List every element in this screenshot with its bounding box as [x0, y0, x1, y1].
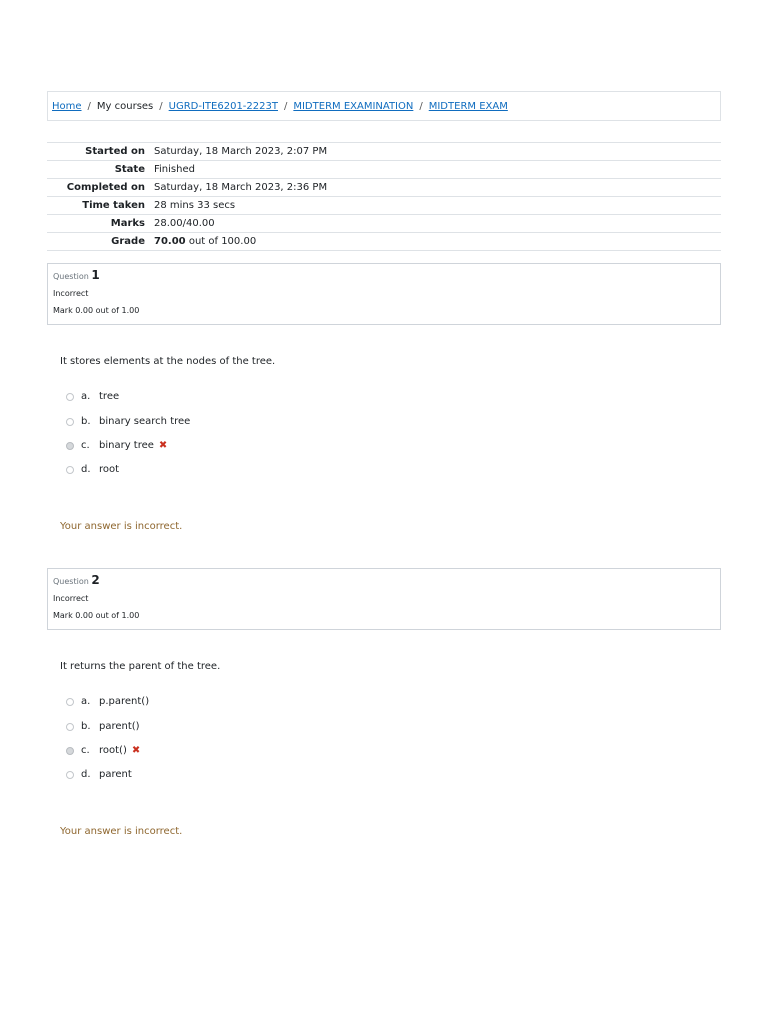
question-1-info — [47, 263, 721, 325]
summary-row-state — [47, 161, 721, 179]
question-2-option-d[interactable] — [66, 769, 132, 780]
question-2-option-b[interactable] — [66, 721, 140, 732]
summary-row-grade — [47, 233, 721, 251]
question-1-option-d[interactable] — [66, 464, 119, 475]
question-number: 2 — [91, 573, 100, 587]
radio-button[interactable] — [66, 393, 74, 401]
cross-icon: ✖ — [158, 440, 168, 451]
summary-row-started-on — [47, 143, 721, 161]
question-2-option-c[interactable] — [66, 745, 140, 756]
question-number-line — [53, 267, 720, 285]
question-state: Incorrect — [53, 289, 89, 298]
radio-button[interactable] — [66, 698, 74, 706]
question-2-info — [47, 568, 721, 630]
grade-score: 70.00 — [154, 236, 186, 247]
summary-label: Marks — [110, 218, 145, 229]
question-number: 1 — [91, 268, 100, 282]
radio-button-selected[interactable] — [66, 747, 74, 755]
question-label: Question — [53, 272, 89, 281]
option-letter: c. — [81, 440, 90, 451]
grade-out-of: out of 100.00 — [185, 236, 257, 247]
option-letter: d. — [81, 769, 91, 780]
summary-value: Saturday, 18 March 2023, 2:36 PM — [154, 182, 328, 193]
option-letter: c. — [81, 745, 90, 756]
question-mark: Mark 0.00 out of 1.00 — [53, 611, 140, 620]
question-2-option-a[interactable] — [66, 696, 149, 707]
option-text: root() — [99, 745, 127, 756]
summary-label: Completed on — [66, 182, 145, 193]
question-1-option-c[interactable] — [66, 440, 167, 451]
option-text: tree — [99, 391, 120, 402]
summary-row-marks — [47, 215, 721, 233]
option-text: parent() — [99, 721, 140, 732]
breadcrumb-separator: / — [419, 100, 423, 112]
breadcrumb-section-link[interactable]: MIDTERM EXAMINATION — [293, 100, 414, 112]
summary-label: Started on — [85, 146, 145, 157]
option-text: root — [99, 464, 120, 475]
radio-button[interactable] — [66, 723, 74, 731]
question-1-option-b[interactable] — [66, 416, 190, 427]
option-letter: a. — [81, 696, 91, 707]
summary-value — [150, 233, 721, 251]
breadcrumb-separator: / — [283, 100, 288, 112]
radio-button[interactable] — [66, 466, 74, 474]
option-letter: b. — [81, 721, 91, 732]
summary-label: State — [114, 164, 145, 175]
summary-value: 28.00/40.00 — [154, 218, 215, 229]
breadcrumb-course-link[interactable]: UGRD-ITE6201-2223T — [168, 100, 278, 112]
breadcrumb-separator: / — [159, 100, 163, 112]
summary-label: Time taken — [82, 200, 145, 211]
question-2-feedback: Your answer is incorrect. — [60, 826, 183, 837]
breadcrumb-home-link[interactable]: Home — [52, 100, 82, 112]
question-mark: Mark 0.00 out of 1.00 — [53, 306, 140, 315]
option-letter: d. — [81, 464, 91, 475]
question-2-text: It returns the parent of the tree. — [60, 661, 221, 672]
radio-button[interactable] — [66, 418, 74, 426]
option-letter: b. — [81, 416, 91, 427]
question-1-feedback: Your answer is incorrect. — [60, 521, 183, 532]
breadcrumb-my-courses: My courses — [96, 100, 154, 112]
question-state: Incorrect — [53, 594, 89, 603]
option-text: binary search tree — [99, 416, 191, 427]
summary-value: Finished — [154, 164, 195, 175]
attempt-summary-table — [47, 142, 721, 251]
radio-button-selected[interactable] — [66, 442, 74, 450]
summary-label: Grade — [111, 236, 145, 247]
summary-row-time-taken — [47, 197, 721, 215]
breadcrumb — [47, 91, 721, 121]
summary-value: Saturday, 18 March 2023, 2:07 PM — [154, 146, 328, 157]
question-number-line — [53, 572, 720, 590]
option-letter: a. — [81, 391, 91, 402]
question-label: Question — [53, 577, 89, 586]
summary-value: 28 mins 33 secs — [154, 200, 236, 211]
option-text: binary tree — [99, 440, 154, 451]
summary-row-completed-on — [47, 179, 721, 197]
question-1-text: It stores elements at the nodes of the tree. — [60, 356, 276, 367]
breadcrumb-separator: / — [87, 100, 91, 112]
question-1-option-a[interactable] — [66, 391, 119, 402]
option-text: parent — [99, 769, 132, 780]
option-text: p.parent() — [99, 696, 150, 707]
cross-icon: ✖ — [131, 745, 141, 756]
radio-button[interactable] — [66, 771, 74, 779]
breadcrumb-quiz-link[interactable]: MIDTERM EXAM — [428, 100, 508, 112]
